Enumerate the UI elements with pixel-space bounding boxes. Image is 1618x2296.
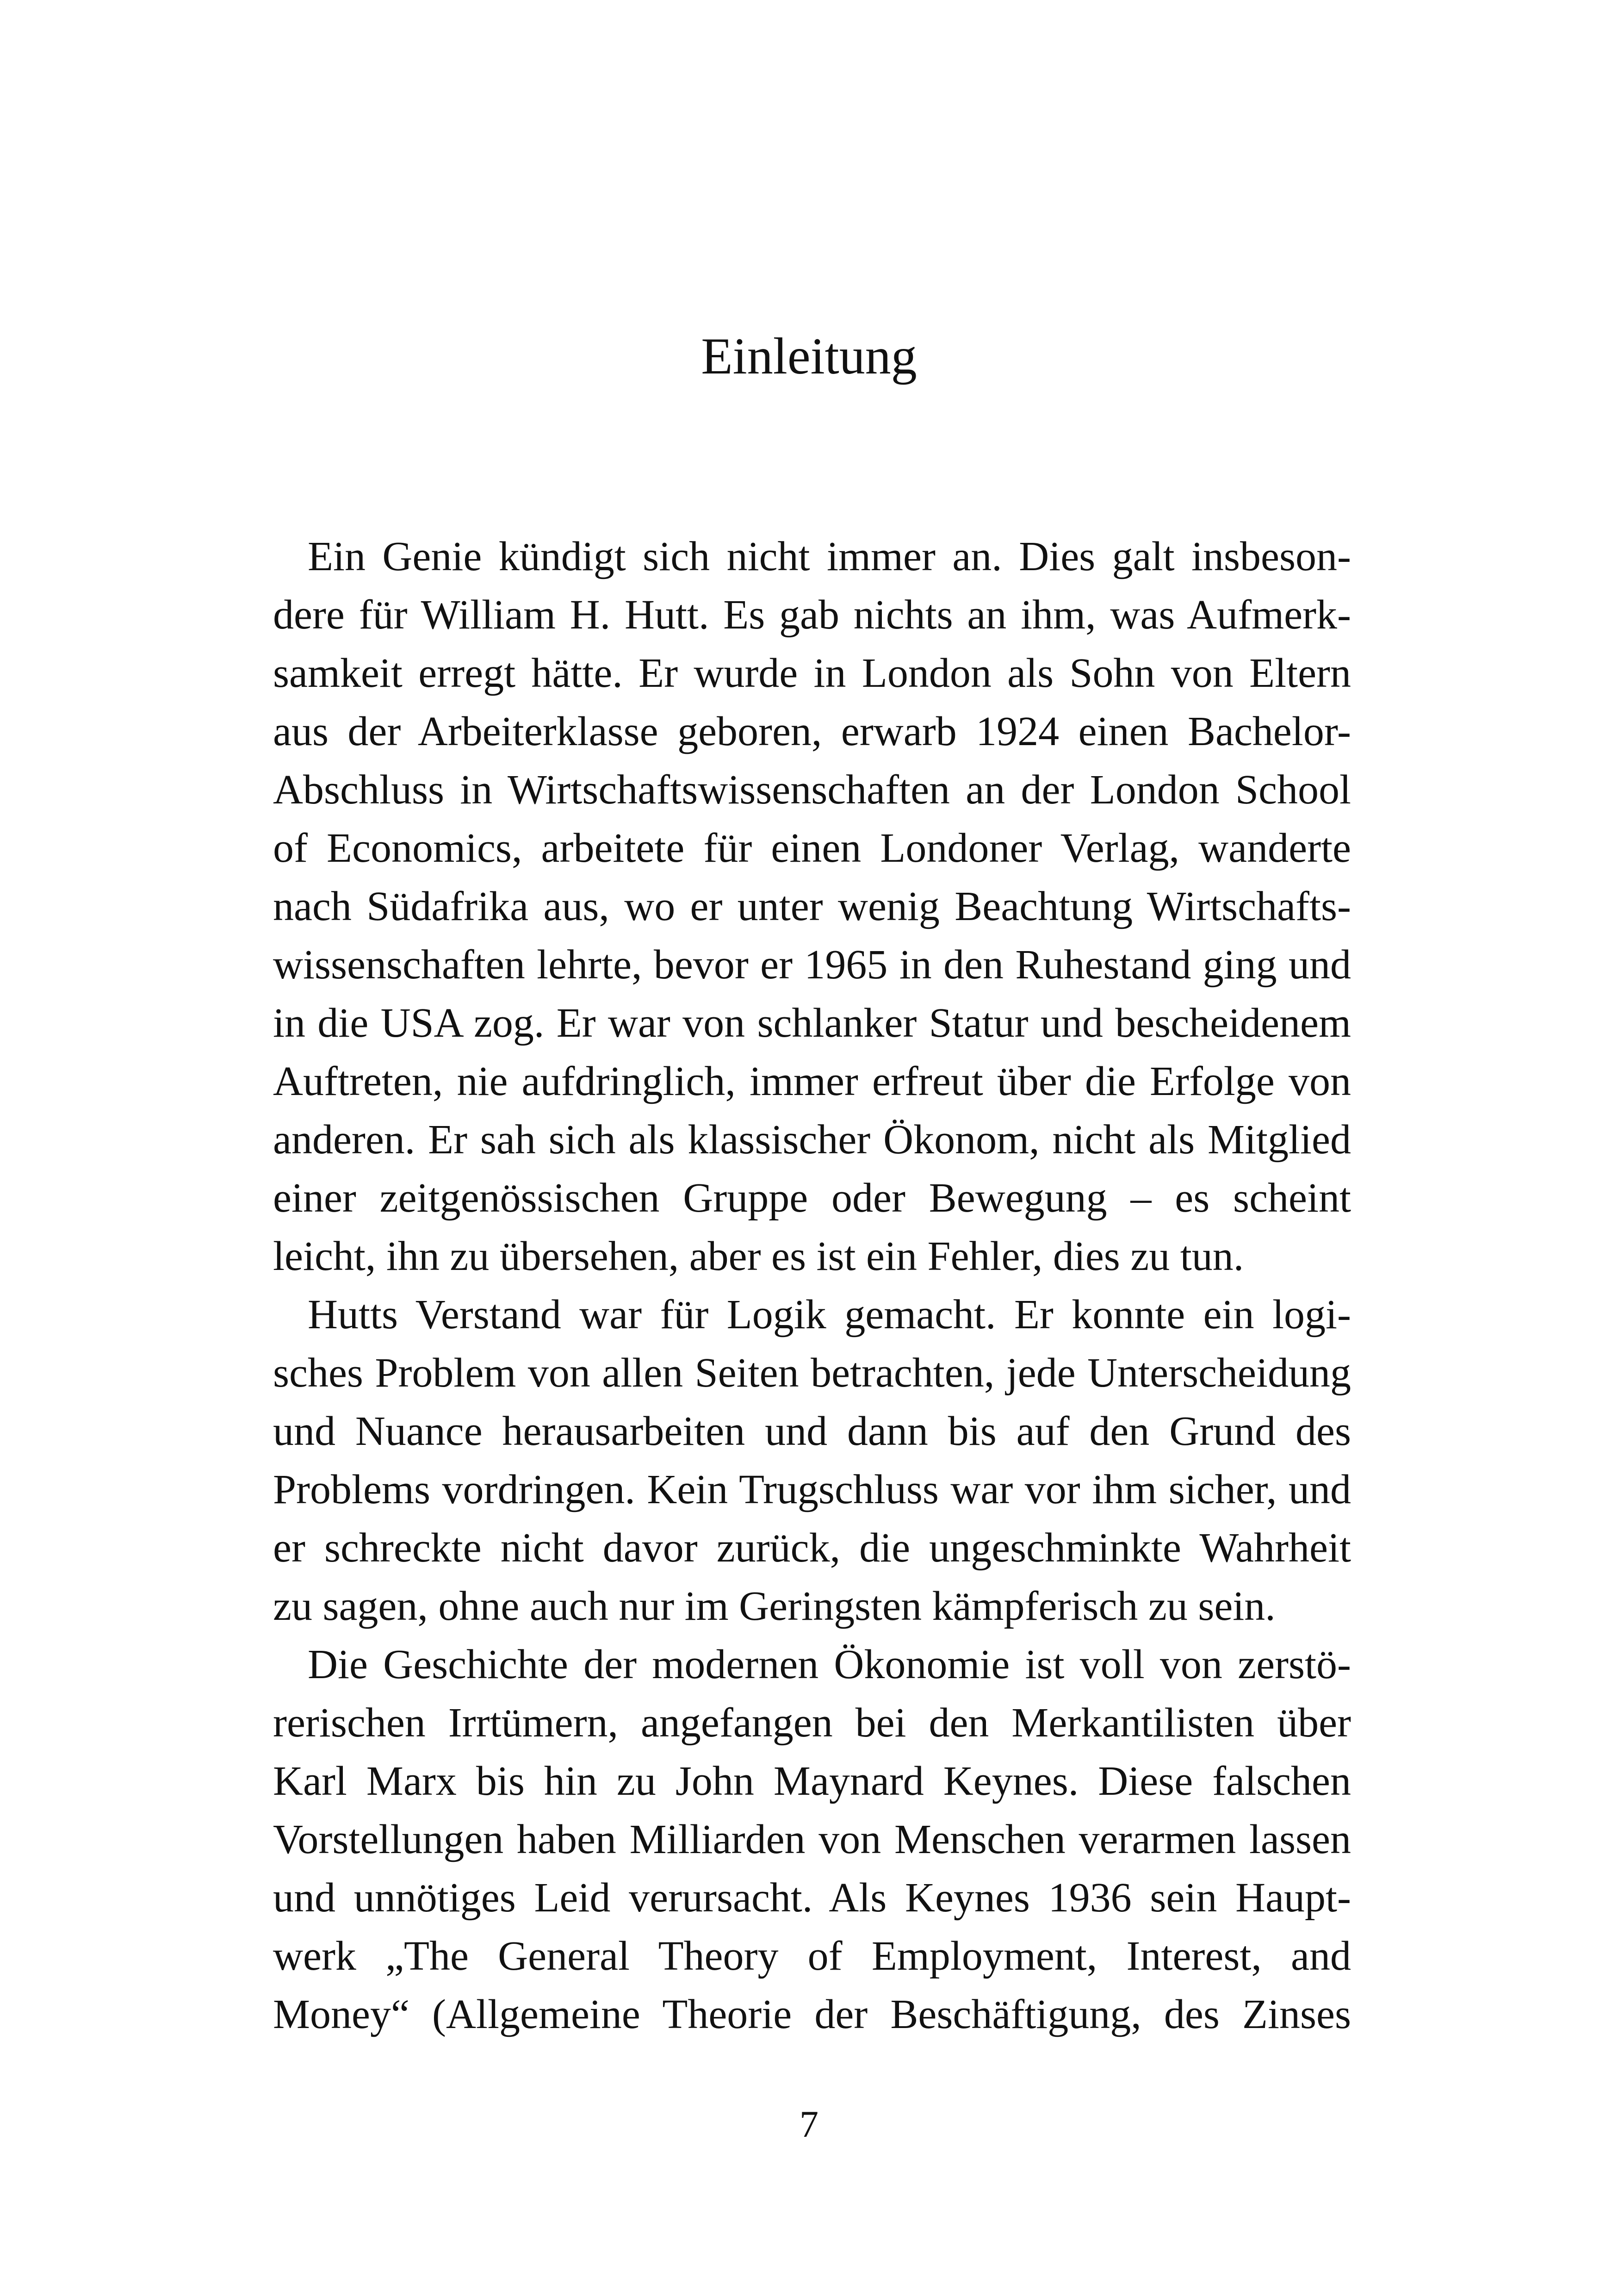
paragraph-2 (273, 1286, 1351, 1636)
text-line: nach Südafrika aus, wo er unter wenig Beachtung Wirtschafts- (273, 884, 1351, 929)
body-text (273, 528, 1351, 2044)
text-line: dere für William H. Hutt. Es gab nichts an ihm, was Aufmerk- (273, 592, 1351, 638)
text-line: Abschluss in Wirtschaftswissenschaften an der London School (273, 767, 1351, 813)
text-line: Die Geschichte der modernen Ökonomie ist voll von zerstö- (308, 1642, 1351, 1687)
text-line: und unnötiges Leid verursacht. Als Keynes 1936 sein Haupt- (273, 1875, 1351, 1921)
text-line: und Nuance herausarbeiten und dann bis auf den Grund des (273, 1408, 1351, 1454)
text-line: Hutts Verstand war für Logik gemacht. Er konnte ein logi- (308, 1292, 1351, 1338)
text-line: Auftreten, nie aufdringlich, immer erfreut über die Erfolge von (273, 1058, 1351, 1104)
text-line: er schreckte nicht davor zurück, die ungeschminkte Wahrheit (273, 1525, 1351, 1571)
paragraph-1 (273, 528, 1351, 1286)
text-line: einer zeitgenössischen Gruppe oder Bewegung – es scheint (273, 1175, 1351, 1221)
page-number: 7 (800, 2103, 818, 2145)
chapter-title: Einleitung (701, 328, 917, 385)
text-line: zu sagen, ohne auch nur im Geringsten kämpferisch zu sein. (273, 1583, 1276, 1629)
text-line: sches Problem von allen Seiten betrachten, jede Unterscheidung (273, 1350, 1351, 1396)
text-line: wissenschaften lehrte, bevor er 1965 in den Ruhestand ging und (273, 942, 1351, 988)
text-line: rerischen Irrtümern, angefangen bei den Merkantilisten über (273, 1700, 1351, 1746)
text-line: aus der Arbeiterklasse geboren, erwarb 1924 einen Bachelor- (273, 709, 1351, 754)
text-line: Problems vordringen. Kein Trugschluss war vor ihm sicher, und (273, 1467, 1351, 1512)
text-line: Money“ (Allgemeine Theorie der Beschäftigung, des Zinses (273, 1991, 1351, 2037)
text-line: Ein Genie kündigt sich nicht immer an. Dies galt insbeson- (308, 534, 1351, 579)
text-line: in die USA zog. Er war von schlanker Statur und bescheidenem (273, 1000, 1351, 1046)
text-line: anderen. Er sah sich als klassischer Ökonom, nicht als Mitglied (273, 1117, 1351, 1163)
text-line: of Economics, arbeitete für einen Londoner Verlag, wanderte (273, 825, 1351, 871)
text-line: leicht, ihn zu übersehen, aber es ist ein Fehler, dies zu tun. (273, 1233, 1244, 1279)
text-line: werk „The General Theory of Employment, Interest, and (273, 1933, 1351, 1979)
text-line: samkeit erregt hätte. Er wurde in London als Sohn von Eltern (273, 650, 1351, 696)
text-line: Karl Marx bis hin zu John Maynard Keynes. Diese falschen (273, 1758, 1351, 1804)
text-line: Vorstellungen haben Milliarden von Menschen verarmen lassen (273, 1817, 1351, 1862)
paragraph-3 (273, 1636, 1351, 2044)
